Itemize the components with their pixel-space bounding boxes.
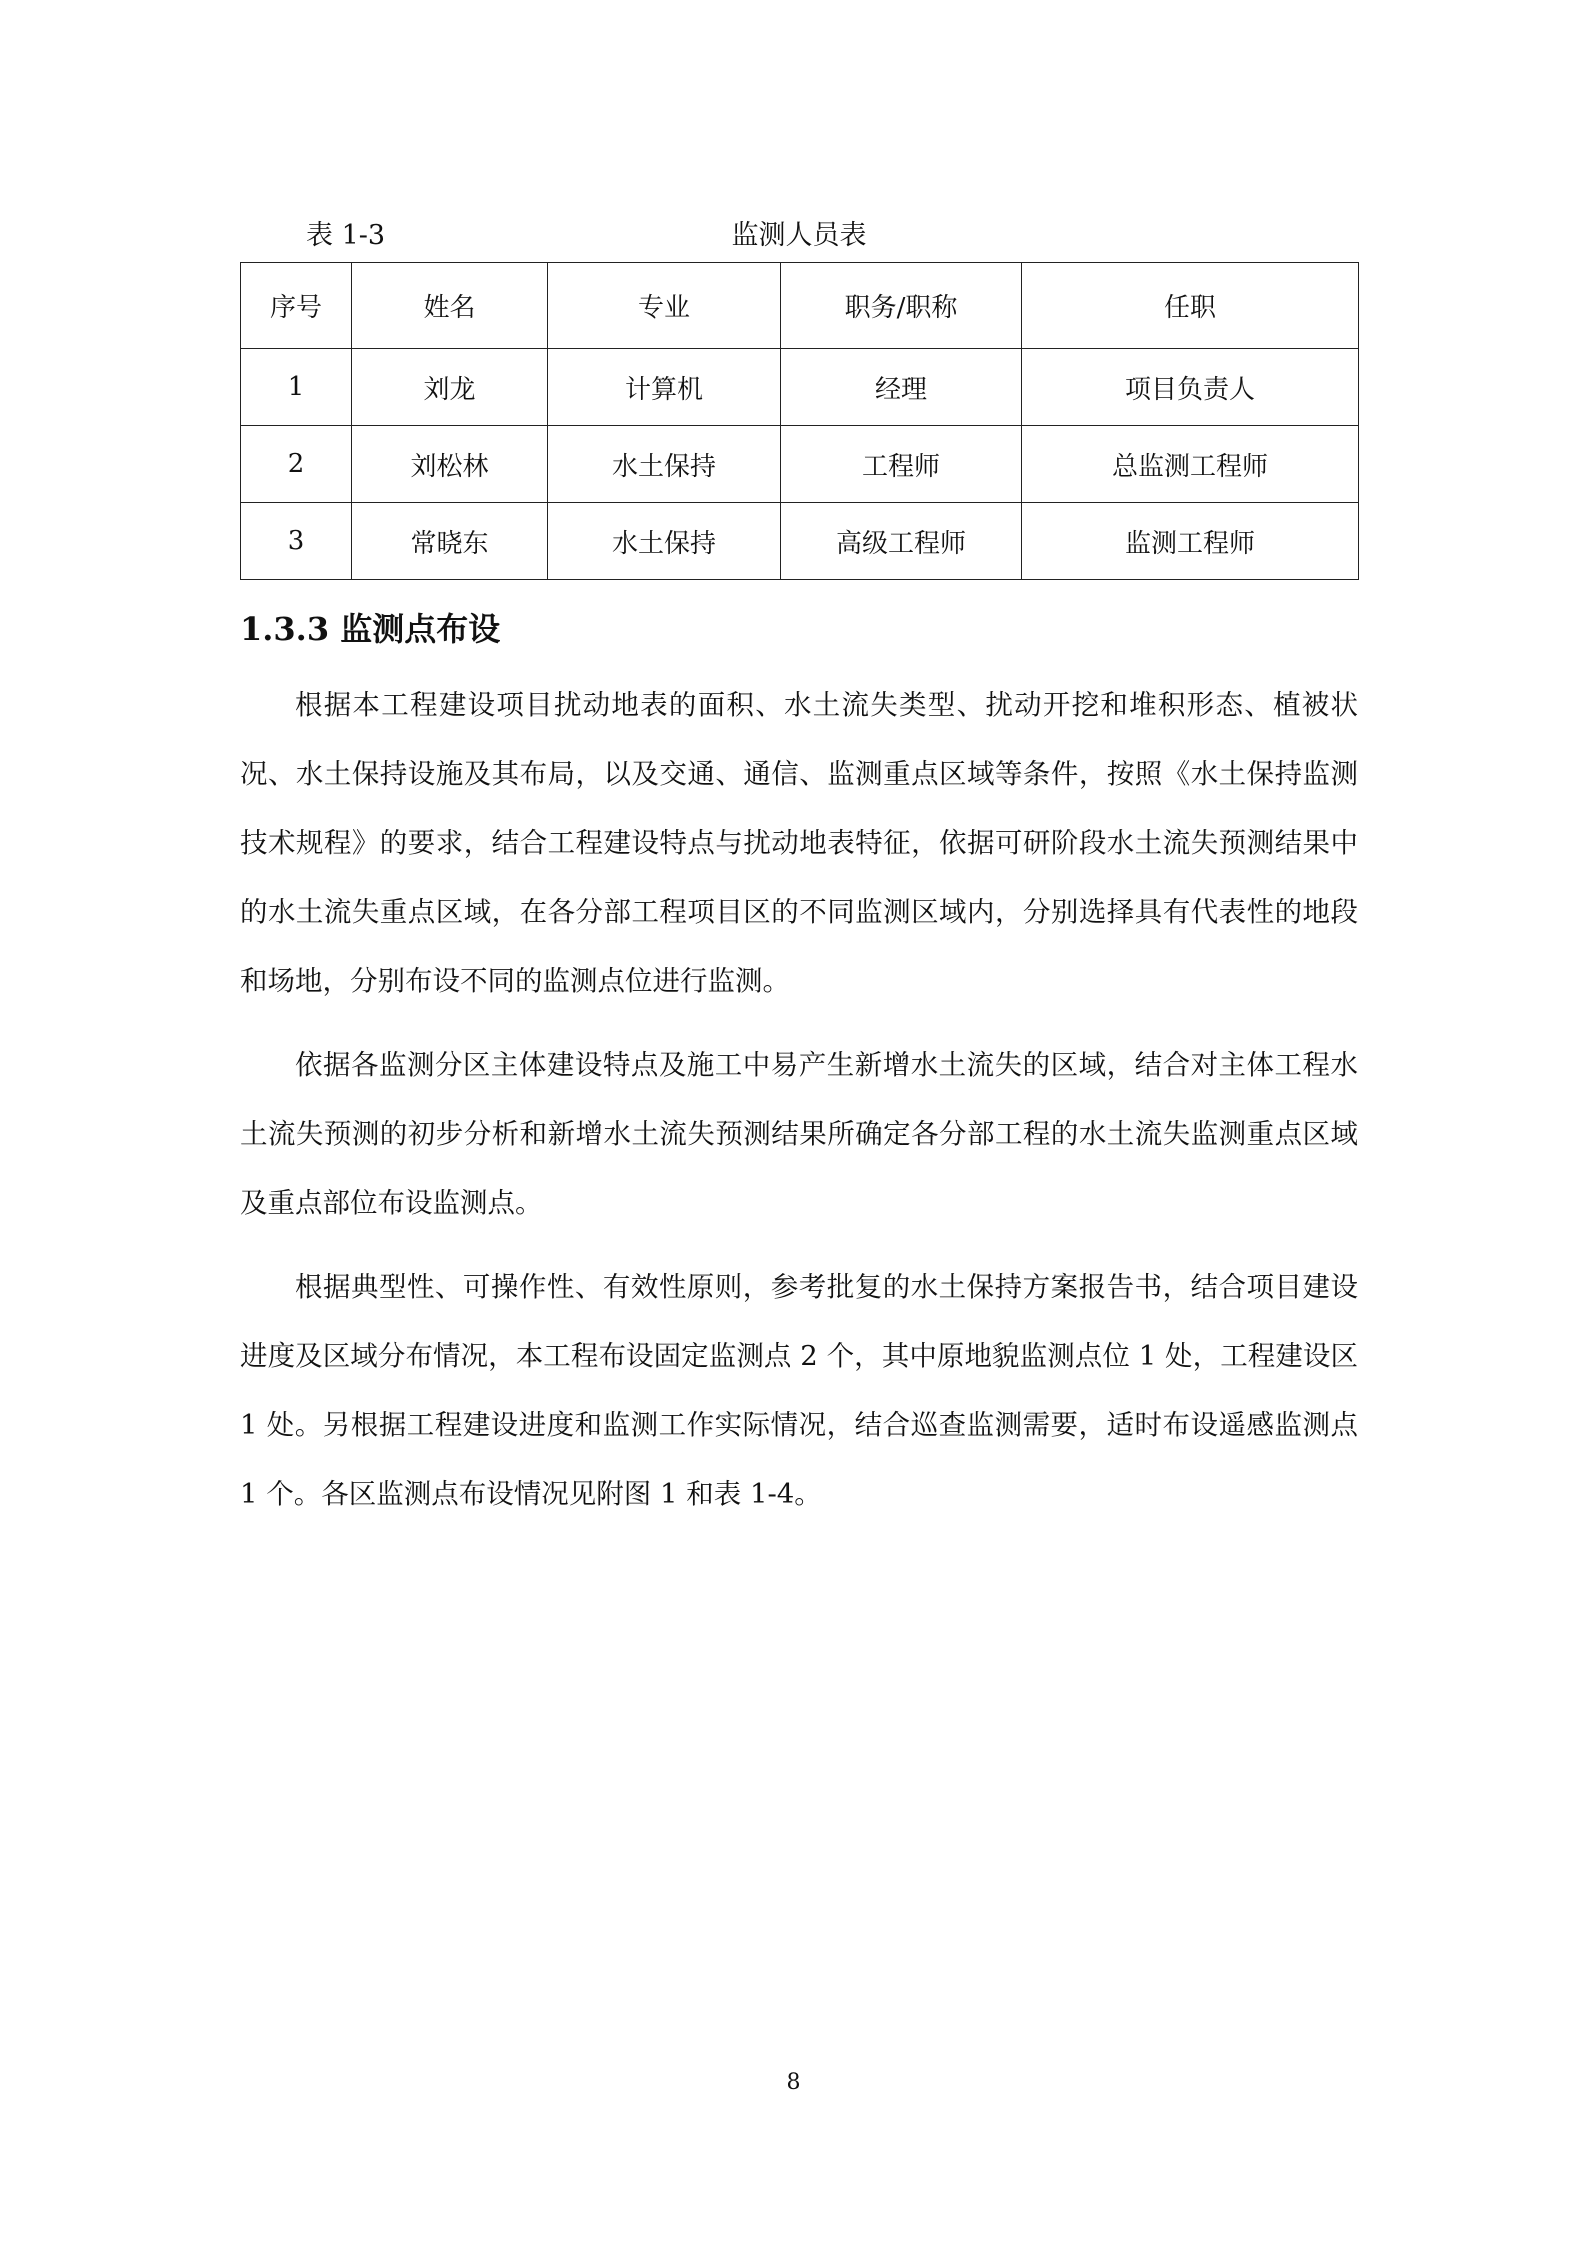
cell-title: 高级工程师 [781,503,1022,580]
cell-title: 经理 [781,349,1022,426]
section-heading: 1.3.3 监测点布设 [240,610,501,648]
cell-name: 刘龙 [352,349,548,426]
cell-major: 水土保持 [548,426,781,503]
cell-name: 刘松林 [352,426,548,503]
cell-index: 3 [241,503,352,580]
paragraph: 根据本工程建设项目扰动地表的面积、水土流失类型、扰动开挖和堆积形态、植被状况、水土保持设施及其布局，以及交通、通信、监测重点区域等条件，按照《水土保持监测技术规程》的要求，结合工程建设特点与扰动地表特征，依据可研阶段水土流失预测结果中的水土流失重点区域，在各分部工程项目区的不同监测区域内，分别选择具有代表性的地段和场地，分别布设不同的监测点位进行监测。 [240,689,1358,997]
cell-role: 监测工程师 [1022,503,1359,580]
table-row [241,426,1359,503]
section-body [240,671,1358,1544]
header-cell-name: 姓名 [352,263,548,349]
header-cell-role: 任职 [1022,263,1359,349]
cell-major: 计算机 [548,349,781,426]
paragraph: 依据各监测分区主体建设特点及施工中易产生新增水土流失的区域，结合对主体工程水土流失预测的初步分析和新增水土流失预测结果所确定各分部工程的水土流失监测重点区域及重点部位布设监测点。 [240,1049,1358,1219]
table-row [241,503,1359,580]
cell-index: 1 [241,349,352,426]
header-cell-major: 专业 [548,263,781,349]
cell-role: 项目负责人 [1022,349,1359,426]
cell-title: 工程师 [781,426,1022,503]
monitoring-staff-table [240,262,1359,580]
cell-name: 常晓东 [352,503,548,580]
table-header-row [241,263,1359,349]
header-cell-title: 职务/职称 [781,263,1022,349]
table-caption [240,216,1358,256]
table-caption-title: 监测人员表 [731,220,867,251]
table-row [241,349,1359,426]
cell-major: 水土保持 [548,503,781,580]
table-caption-number: 表 1-3 [306,220,386,251]
header-cell-index: 序号 [241,263,352,349]
page-number: 8 [786,2070,801,2095]
paragraph: 根据典型性、可操作性、有效性原则，参考批复的水土保持方案报告书，结合项目建设进度及区域分布情况，本工程布设固定监测点 2 个，其中原地貌监测点位 1 处，工程建设区 1 处。另根据工程建设进度和监测工作实际情况，结合巡查监测需要，适时布设遥感监测点 1 个。各区监测点布设情况见附图 1 和表 1-4。 [240,1271,1358,1510]
cell-index: 2 [241,426,352,503]
cell-role: 总监测工程师 [1022,426,1359,503]
